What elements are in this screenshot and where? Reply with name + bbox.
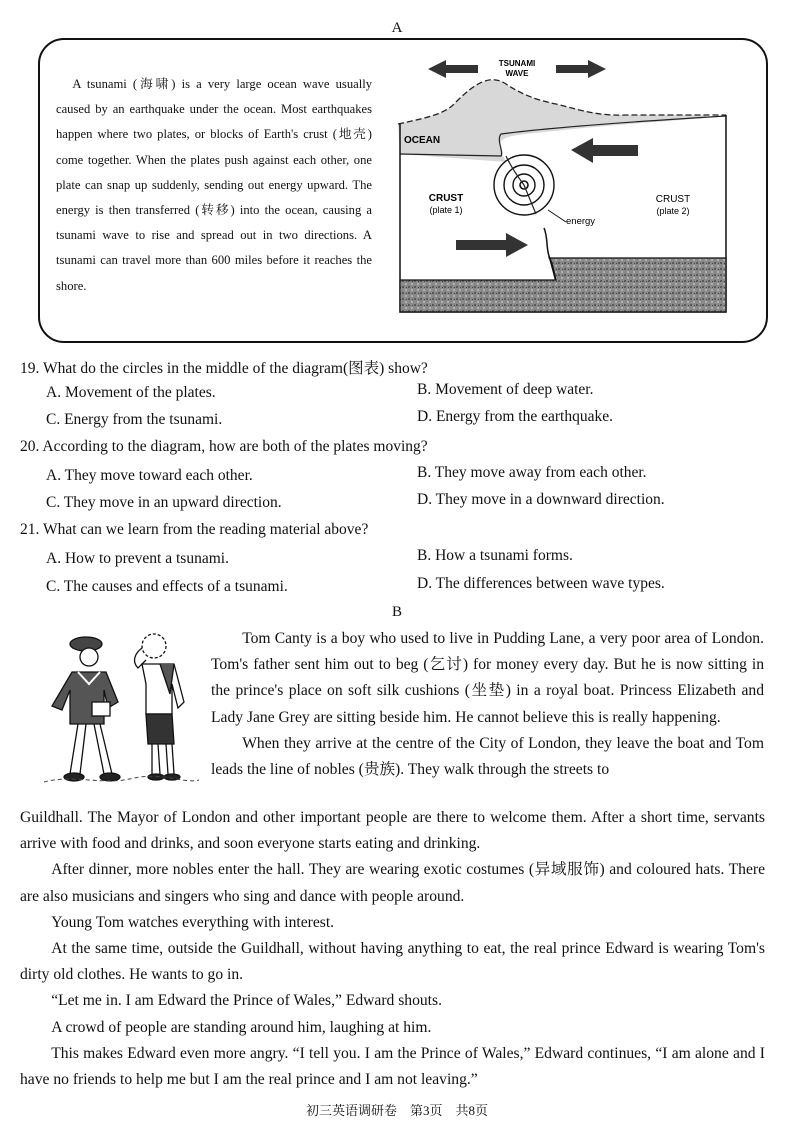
passage-a-text	[56, 72, 372, 299]
question-20	[20, 438, 428, 456]
tom-and-prince-illustration	[34, 624, 206, 792]
plate2-arrow	[571, 138, 638, 163]
q20-option-d: D. They move in a downward direction.	[417, 491, 665, 508]
question-number: 19.	[20, 360, 40, 377]
passage-b-bottom	[20, 805, 765, 1093]
figure-tom-in-royal-clothes	[52, 637, 120, 781]
illustration-svg	[34, 624, 206, 792]
page-footer: 初三英语调研卷 第3页 共8页	[305, 1103, 488, 1118]
q21-option-a: A. How to prevent a tsunami.	[46, 550, 229, 567]
plate1-arrow	[456, 233, 528, 257]
question-19	[20, 356, 428, 378]
crust1-label-2: (plate 1)	[429, 205, 463, 215]
q21-option-b: B. How a tsunami forms.	[417, 547, 573, 564]
passage-b-paragraph-7: A crowd of people are standing around him, laughing at him.	[51, 1018, 432, 1036]
q20-option-c: C. They move in an upward direction.	[46, 494, 282, 511]
tsunami-diagram-svg	[396, 52, 756, 324]
passage-b-paragraph-2-continued: Guildhall. The Mayor of London and other important people are there to welcome them. After a short time, servants arrive with food and drinks, and soon everyone starts eating and drinking.	[20, 809, 765, 853]
section-b-label: B	[391, 604, 402, 620]
question-number: 21.	[20, 521, 40, 538]
crust1-label-1: CRUST	[428, 193, 464, 204]
figure-boy-in-rags	[135, 634, 184, 780]
plate1-bottom	[400, 256, 726, 312]
q21-option-c: C. The causes and effects of a tsunami.	[46, 578, 288, 595]
passage-b-paragraph-8: This makes Edward even more angry. “I tell you. I am the Prince of Wales,” Edward continues, “I am alone and I have no friends to help me but I am the real prince and I am not leaving.”	[20, 1044, 765, 1089]
ocean-label: OCEAN	[404, 135, 441, 146]
crust2-label-2: (plate 2)	[656, 206, 690, 216]
wave-right-arrow	[556, 60, 606, 78]
q20-option-a: A. They move toward each other.	[46, 467, 253, 484]
passage-a-paragraph: A tsunami (海啸) is a very large ocean wave usually caused by an earthquake under the ocean. Most earthquakes happen where two plates, or blocks of Earth's crust (地壳) come together. When the plates push against each other, one plate can snap up suddenly, sending out energy upward. The energy is then transferred (转移) into the ocean, causing a tsunami wave to rise and spread out in two directions. A tsunami can travel more than 600 miles before it reaches the shore.	[56, 77, 372, 293]
q21-option-d: D. The differences between wave types.	[417, 575, 665, 592]
ocean-water	[398, 80, 706, 162]
question-21	[20, 521, 368, 539]
wave-left-arrow	[428, 60, 478, 78]
question-number: 20.	[20, 438, 40, 455]
passage-b-paragraph-4: Young Tom watches everything with interest.	[51, 913, 335, 931]
passage-b-paragraph-6: “Let me in. I am Edward the Prince of Wales,” Edward shouts.	[51, 992, 442, 1010]
tsunami-diagram	[396, 52, 756, 324]
passage-b-top	[211, 626, 764, 783]
q20-option-b: B. They move away from each other.	[417, 464, 647, 481]
energy-label: energy	[566, 216, 596, 227]
passage-b-paragraph-1: Tom Canty is a boy who used to live in Pudding Lane, a very poor area of London. Tom's father sent him out to beg (乞讨) for money every day. But he is now sitting in the prince's place on soft silk cushions (坐垫) in a royal boat. Princess Elizabeth and Lady Jane Grey are sitting beside him. He cannot believe this is really happening.	[211, 630, 764, 726]
question-text: What do the circles in the middle of the diagram(图表) show?	[42, 360, 428, 377]
q19-option-a: A. Movement of the plates.	[46, 384, 216, 401]
section-a-label: A	[391, 20, 403, 36]
wave-label-2: WAVE	[505, 69, 529, 78]
question-text: According to the diagram, how are both of the plates moving?	[42, 438, 428, 455]
q19-option-b: B. Movement of deep water.	[417, 381, 594, 398]
q19-option-c: C. Energy from the tsunami.	[46, 411, 223, 428]
question-text: What can we learn from the reading material above?	[42, 521, 369, 538]
q19-option-d: D. Energy from the earthquake.	[417, 408, 613, 425]
passage-b-paragraph-5: At the same time, outside the Guildhall, without having anything to eat, the real prince Edward is wearing Tom's dirty old clothes. He wants to go in.	[20, 940, 765, 984]
passage-b-paragraph-2-start: When they arrive at the centre of the City of London, they leave the boat and Tom leads the line of nobles (贵族). They walk through the streets to	[211, 734, 764, 779]
crust2-label-1: CRUST	[655, 194, 691, 205]
wave-label-1: TSUNAMI	[498, 59, 536, 68]
passage-b-paragraph-3: After dinner, more nobles enter the hall. They are wearing exotic costumes (异域服饰) and coloured hats. There are also musicians and singers who sing and dance with people around.	[20, 861, 765, 905]
